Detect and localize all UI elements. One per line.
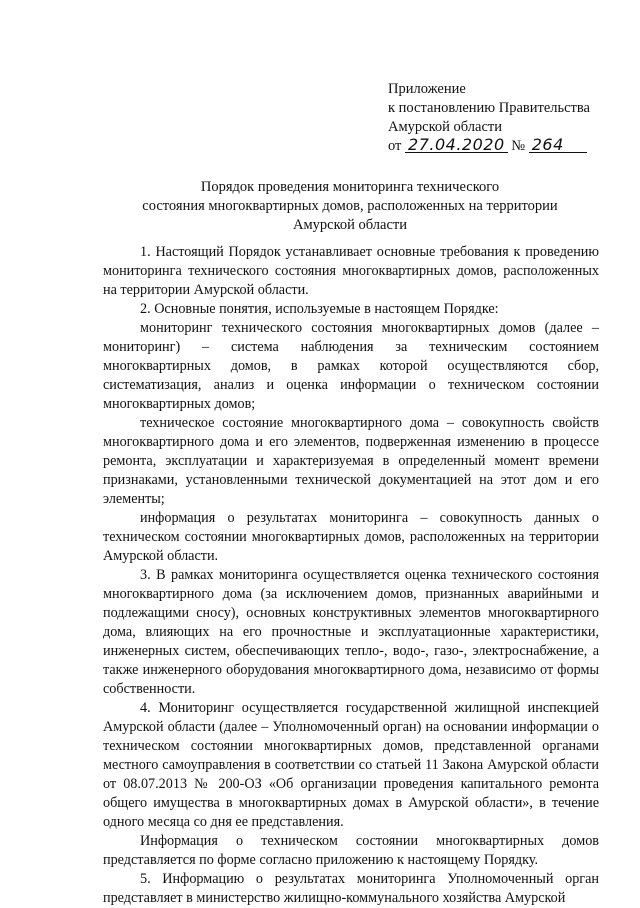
handwritten-date: 27.04.2020: [405, 137, 508, 153]
appendix-header: [388, 80, 590, 156]
document-title: [100, 178, 600, 235]
definition-monitoring: мониторинг технического состояния многоквартирных домов (далее – мониторинг) – система наблюдения за техническим состоянием многоквартирных домов, в рамках которой осуществляются сбор, систематизация, анализ и оценка информации о техническом состоянии многоквартирных домов;: [103, 320, 599, 412]
date-prefix: от: [388, 138, 402, 154]
title-line-1: Порядок проведения мониторинга технического: [200, 179, 500, 195]
header-line-appendix: Приложение: [388, 81, 466, 97]
header-date-number-line: [388, 137, 590, 156]
definition-technical-state: техническое состояние многоквартирного дома – совокупность свойств многоквартирного дома и его элементов, подверженная изменению в процессе ремонта, эксплуатации и характеризуемая в определенный момент времени признаками, установленными технической документацией на этот дом и его элементы;: [103, 415, 599, 507]
handwritten-number: 264: [529, 137, 587, 153]
header-line-region: Амурской области: [388, 119, 502, 135]
paragraph-3: 3. В рамках мониторинга осуществляется оценка технического состояния многоквартирного дома (за исключением домов, признанных аварийными и подлежащими сносу), основных конструктивных элементов многоквартирного дома, влияющих на его прочностные и эксплуатационные характеристики, инженерных систем, обеспечивающих тепло-, водо-, газо-, электроснабжение, а также инженерного оборудования многоквартирного дома, независимо от формы собственности.: [103, 567, 599, 697]
paragraph-2: 2. Основные понятия, используемые в настоящем Порядке:: [140, 301, 499, 317]
header-line-resolution: к постановлению Правительства: [388, 100, 590, 116]
paragraph-4: 4. Мониторинг осуществляется государственной жилищной инспекцией Амурской области (далее – Уполномоченный орган) на основании информации о техническом состоянии многоквартирных домов, представленной органами местного самоуправления в соответствии со статьей 11 Закона Амурской области от 08.07.2013 № 200-ОЗ «Об организации проведения капитального ремонта общего имущества в многоквартирных домах в Амурской области», в течение одного месяца со дня ее представления.: [103, 700, 599, 830]
definition-monitoring-info: информация о результатах мониторинга – совокупность данных о техническом состоянии многоквартирных домов, расположенных на территории Амурской области.: [103, 510, 599, 564]
document-body: [103, 243, 599, 908]
title-line-2: состояния многоквартирных домов, расположенных на территории: [142, 198, 558, 214]
paragraph-form-info: Информация о техническом состоянии многоквартирных домов представляется по форме согласно приложению к настоящему Порядку.: [103, 833, 599, 868]
number-prefix: №: [511, 138, 526, 154]
paragraph-1: 1. Настоящий Порядок устанавливает основные требования к проведению мониторинга технического состояния многоквартирных домов, расположенных на территории Амурской области.: [103, 244, 599, 298]
paragraph-5: 5. Информацию о результатах мониторинга Уполномоченный орган представляет в министерство жилищно-коммунального хозяйства Амурской: [103, 871, 599, 906]
title-line-3: Амурской области: [293, 217, 407, 233]
